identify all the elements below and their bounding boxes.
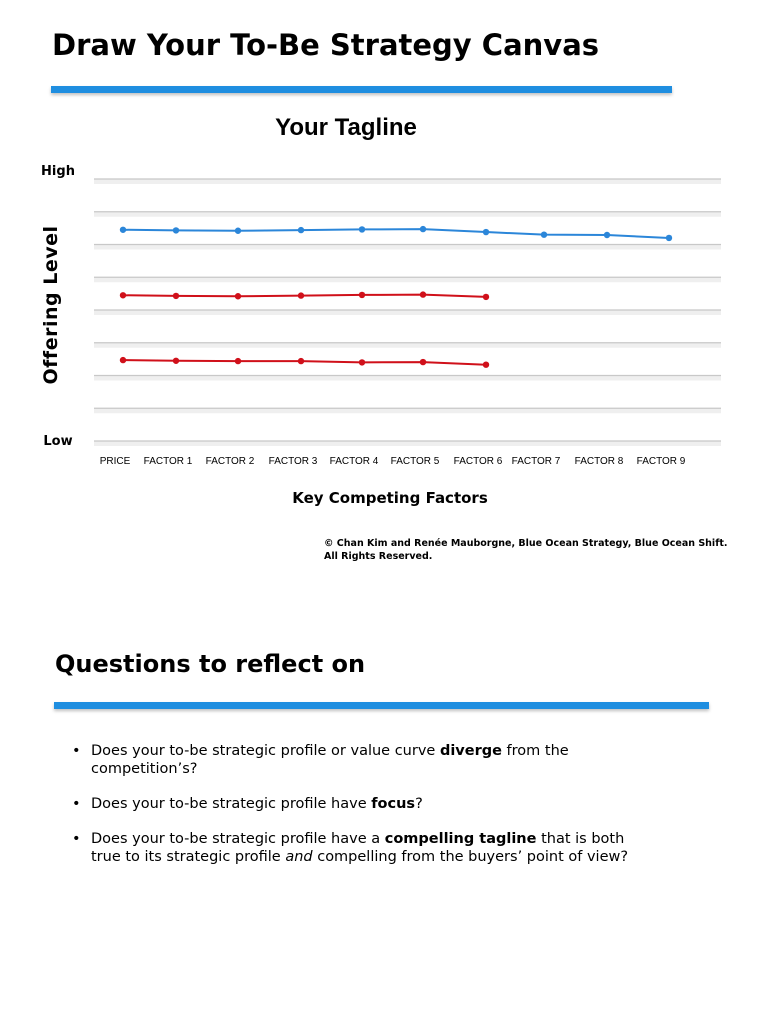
x-tick-labels [100, 456, 686, 467]
y-low-label: Low [43, 434, 73, 449]
x-tick-label: FACTOR 7 [511, 456, 561, 467]
y-axis-label: Offering Level [40, 225, 62, 385]
gridline-shade [94, 212, 721, 217]
data-point [173, 227, 179, 233]
chart-gridlines [94, 179, 721, 446]
data-point [359, 292, 365, 298]
x-tick-label: FACTOR 3 [268, 456, 318, 467]
x-tick-label: FACTOR 5 [390, 456, 440, 467]
questions-list [70, 742, 650, 883]
data-point [420, 226, 426, 232]
data-point [235, 293, 241, 299]
data-point [420, 291, 426, 297]
page-title: Draw Your To-Be Strategy Canvas [52, 28, 600, 62]
data-point [173, 358, 179, 364]
x-tick-label: FACTOR 2 [205, 456, 255, 467]
title-accent-bar [51, 86, 672, 93]
section-accent-bar [54, 702, 709, 709]
x-tick-label: FACTOR 9 [636, 456, 686, 467]
data-point [298, 227, 304, 233]
data-point [359, 226, 365, 232]
data-point [483, 361, 489, 367]
gridline-shade [94, 343, 721, 348]
data-point [359, 359, 365, 365]
series-line [123, 229, 669, 238]
gridline-shade [94, 441, 721, 446]
x-tick-label: FACTOR 6 [453, 456, 503, 467]
copyright-notice: © Chan Kim and Renée Mauborgne, Blue Ocean Strategy, Blue Ocean Shift. All Rights Reserved. [324, 538, 728, 562]
x-tick-label: FACTOR 8 [574, 456, 624, 467]
data-point [298, 292, 304, 298]
data-point [483, 294, 489, 300]
data-point [173, 293, 179, 299]
x-tick-label: FACTOR 4 [329, 456, 379, 467]
data-point [604, 232, 610, 238]
x-tick-label: PRICE [99, 456, 131, 467]
gridline-shade [94, 408, 721, 413]
data-point [420, 359, 426, 365]
question-item: • Does your to-be strategic profile or value curve diverge from the competition’s? [70, 742, 650, 778]
question-item: • Does your to-be strategic profile have a compelling tagline that is both true to its strategic profile and compelling from the buyers’ point of view? [70, 830, 650, 866]
data-point [235, 228, 241, 234]
strategy-canvas-chart [0, 100, 768, 570]
data-point [120, 292, 126, 298]
y-high-label: High [41, 164, 75, 179]
data-point [120, 357, 126, 363]
data-point [298, 358, 304, 364]
gridline-shade [94, 310, 721, 315]
data-point [666, 235, 672, 241]
gridline-shade [94, 245, 721, 250]
data-point [120, 227, 126, 233]
gridline-shade [94, 179, 721, 184]
question-item: • Does your to-be strategic profile have focus? [70, 795, 650, 813]
x-axis-label: Key Competing Factors [292, 489, 488, 507]
section-title: Questions to reflect on [55, 650, 366, 678]
chart-title: Your Tagline [275, 114, 417, 141]
gridline-shade [94, 277, 721, 282]
data-point [235, 358, 241, 364]
gridline-shade [94, 376, 721, 381]
data-point [541, 231, 547, 237]
x-tick-label: FACTOR 1 [143, 456, 193, 467]
data-point [483, 229, 489, 235]
